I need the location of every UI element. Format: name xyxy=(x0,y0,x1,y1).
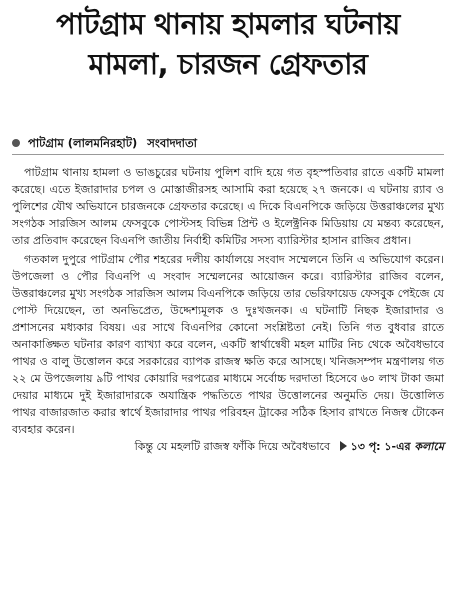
last-line-text: কিন্তু যে মহলটি রাজস্ব ফাঁকি দিয়ে অবৈধভাবে xyxy=(134,440,331,453)
paragraph-1: পাটগ্রাম থানায় হামলা ও ভাঙচুরের ঘটনায় পুলিশ বাদি হয়ে গত বৃহস্পতিবার রাতে একটি মামলা করেছে। এতে ইজারাদার চপল ও মোস্তাজীরসহ আসামি করা হয়েছে ২৭ জনকে। এ ঘটনায় র‍্যাব ও পুলিশের যৌথ অভিযানে চারজনকে গ্রেফতার করেছে। এ দিকে বিএনপিকে জড়িয়ে উত্তরাঞ্চলের মুখ্য সংগঠক সারজিস আলম ফেসবুকে পোস্টসহ বিভিন্ন প্রিন্ট ও ইলেক্ট্রনিক মিডিয়ায় যে মন্তব্য করেছেন, তার প্রতিবাদ করেছেন বিএনপি জাতীয় নির্বাহী কমিটির সদস্য ব্যারিস্টার হাসান রাজিব প্রধান। xyxy=(12,166,444,247)
continuation-page: ১৩ পৃ: ১-এর xyxy=(350,440,411,453)
byline-location: পাটগ্রাম (লালমনিরহাট) xyxy=(28,136,138,150)
byline xyxy=(12,135,197,154)
continuation-column: কলামে xyxy=(414,440,444,453)
news-clipping xyxy=(0,4,456,589)
headline-line-2: মামলা, চারজন গ্রেফতার xyxy=(88,47,368,81)
headline xyxy=(0,4,456,84)
byline-reporter: সংবাদদাতা xyxy=(147,136,197,150)
continue-arrow-icon xyxy=(340,441,347,451)
continuation-note xyxy=(340,440,444,453)
divider xyxy=(12,154,444,155)
article-body xyxy=(12,164,444,455)
bullet-icon xyxy=(12,139,20,147)
last-line-row xyxy=(12,438,444,455)
paragraph-2: গতকাল দুপুরে পাটগ্রাম পৌর শহরের দলীয় কার্যালয়ে সংবাদ সম্মেলনে তিনি এ অভিযোগ করেন। উপজেলা ও পৌর বিএনপি এ সংবাদ সম্মেলনের আয়োজন করে। ব্যারিস্টার রাজিব বলেন, উত্তরাঞ্চলের মুখ্য সংগঠক সারজিস আলম বিএনপিকে জড়িয়ে তার ভেরিফায়েড ফেসবুক পেইজে যে পোস্ট দিয়েছেন, তা অনভিপ্রেত, উদ্দেশ্যমূলক ও দুঃখজনক। এ ঘটনাটি নিছক ইজারাদার ও প্রশাসনের মধ্যকার বিষয়। এর সাথে বিএনপির কোনো সংশ্লিষ্টতা নেই। তিনি গত বুধবার রাতে অনাকাঙ্ক্ষিত ঘটনার কারণ ব্যাখ্যা করে বলেন, একটি স্বার্থান্বেষী মহল মাটির নিচ থেকে অবৈধভাবে পাথর ও বালু উত্তোলন করে সরকারের ব্যাপক রাজস্ব ক্ষতি করে আসছে। খনিজসম্পদ মন্ত্রণালয় গত ২২ মে উপজেলায় ৯টি পাথর কোয়ারি দরপত্রের মাধ্যমে সর্বোচ্চ দরদাতা হিসেবে ৬০ লাখ টাকা জমা দেয়ার মাধ্যমে দুই ইজারাদারকে অযান্ত্রিক পদ্ধতিতে পাথর উত্তোলনের অনুমতি দেয়। উত্তোলিত পাথর বাজারজাত করার স্বার্থে ইজারাদার পাথর পরিবহন ট্রাকের সঠিক হিসাব রাখতে নিজস্ব টোকেন ব্যবহার করেন। xyxy=(12,253,444,436)
headline-line-1: পাটগ্রাম থানায় হামলার ঘটনায় xyxy=(56,7,400,41)
